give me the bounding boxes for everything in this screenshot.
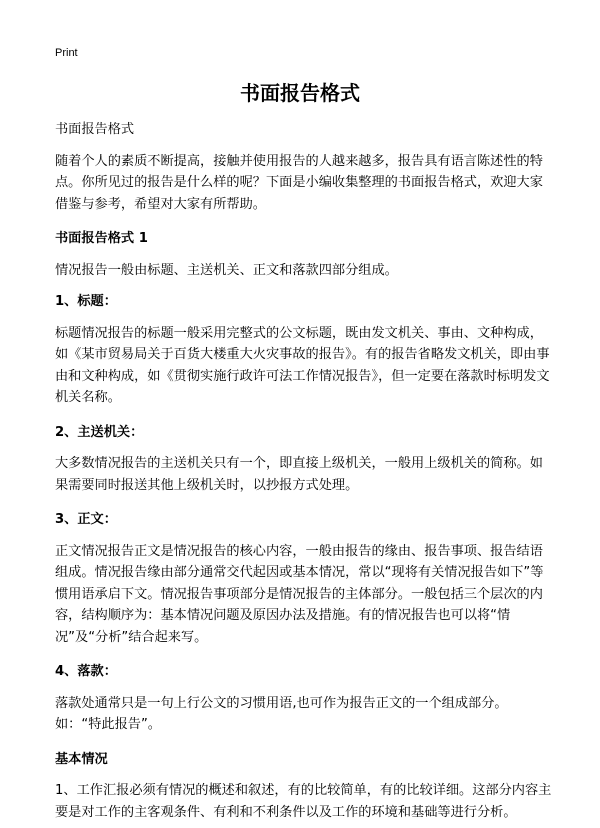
signature-heading: 4、落款： bbox=[55, 664, 117, 679]
document-subtitle: 书面报告格式 bbox=[55, 122, 135, 137]
spacer bbox=[55, 648, 552, 661]
title-heading: 1、标题： bbox=[55, 294, 117, 309]
body-paragraph: 正文情况报告正文是情况报告的核心内容，一般由报告的缘由、报告事项、报告结语组成。情况报告缘由部分通常交代起因或基本情况，常以“现将有关情况报告如下”等惯用语承启下文。情况报告事项部分是情况报告的主体部分。一般包括三个层次的内容，结构顺序为：基本情况问题及原因办法及措施。有的情况报告也可以将“情况”及“分析”结合起来写。 bbox=[55, 543, 544, 645]
document-body bbox=[55, 119, 552, 823]
spacer bbox=[55, 496, 552, 509]
title-paragraph: 标题情况报告的标题一般采用完整式的公文标题，既由发文机关、事由、文种构成，如《某市贸易局关于百货大楼重大火灾事故的报告》。有的报告省略发文机关，即由事由和文种构成，如《贯彻实施行政许可法工作情况报告》，但一定要在落款时标明发文机关名称。 bbox=[55, 325, 550, 405]
signature-paragraph: 落款处通常只是一句上行公文的习惯用语,也可作为报告正文的一个组成部分。如：“特此报告”。 bbox=[55, 695, 508, 732]
spacer bbox=[55, 250, 552, 260]
intro-paragraph: 随着个人的素质不断提高，接触并使用报告的人越来越多，报告具有语言陈述性的特点。你所见过的报告是什么样的呢？下面是小编收集整理的书面报告格式，欢迎大家借鉴与参考，希望对大家有所帮助。 bbox=[55, 153, 543, 212]
basic-paragraph: 1、工作汇报必须有情况的概述和叙述，有的比较简单，有的比较详细。这部分内容主要是对工作的主客观条件、有利和不利条件以及工作的环境和基础等进行分析。 bbox=[55, 783, 552, 820]
section-heading: 书面报告格式 1 bbox=[55, 231, 148, 246]
spacer bbox=[55, 215, 552, 228]
spacer bbox=[55, 531, 552, 541]
body-heading: 3、正文： bbox=[55, 512, 117, 527]
spacer bbox=[55, 683, 552, 693]
spacer bbox=[55, 141, 552, 151]
spacer bbox=[55, 281, 552, 291]
basic-heading: 基本情况 bbox=[55, 751, 108, 767]
spacer bbox=[55, 443, 552, 453]
spacer bbox=[55, 409, 552, 422]
section-paragraph: 情况报告一般由标题、主送机关、正文和落款四部分组成。 bbox=[55, 262, 398, 278]
spacer bbox=[55, 313, 552, 323]
page-title: 书面报告格式 bbox=[240, 81, 360, 105]
spacer bbox=[55, 736, 552, 749]
recipient-heading: 2、主送机关： bbox=[55, 424, 144, 440]
recipient-paragraph: 大多数情况报告的主送机关只有一个，即直接上级机关，一般用上级机关的简称。如果需要同时报送其他上级机关时，以抄报方式处理。 bbox=[55, 456, 543, 493]
print-link[interactable]: Print bbox=[55, 47, 78, 59]
spacer bbox=[55, 770, 552, 780]
